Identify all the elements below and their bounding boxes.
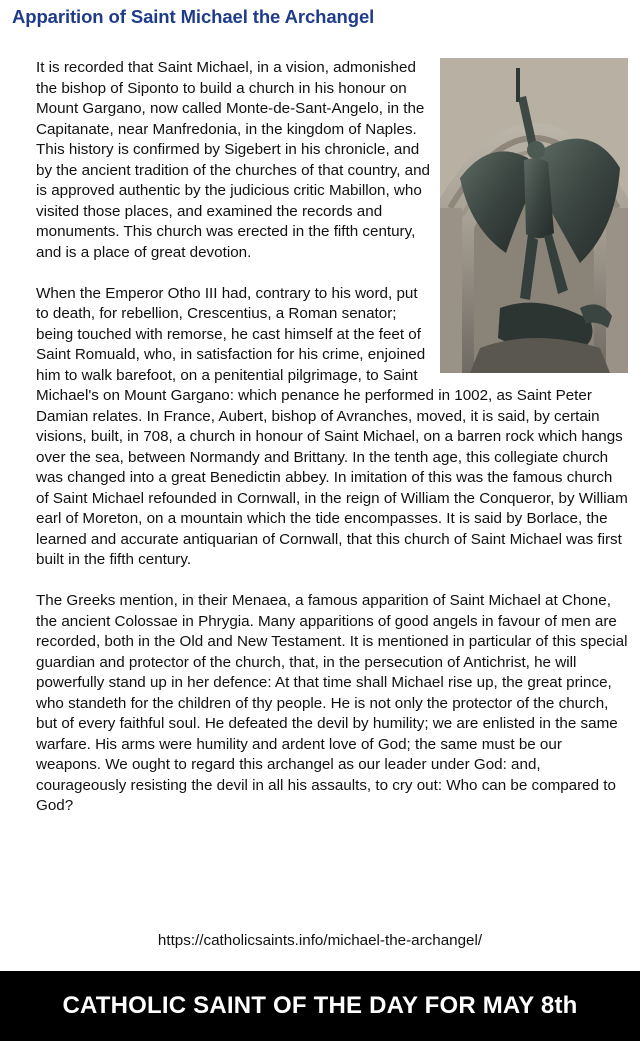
paragraph-2: When the Emperor Otho III had, contrary to his word, put to death, for rebellion, Crescentius, a Roman senator; being touched with remorse, he cast himself at the feet of Saint Romuald, who, in satisfaction for his crime, enjoined him to walk barefoot, on a penitential pilgrimage, to Saint Michael's on Mount Gargano: which penance he performed in 1002, as Saint Peter Damian relates. In France, Aubert, bishop of Avranches, moved, it is said, by certain visions, built, in 708, a church in honour of Saint Michael, on a barren rock which hangs over the sea, between Normandy and Brittany. In the tenth age, this collegiate church was changed into a great Benedictin abbey. In imitation of this was the famous church of Saint Michael refounded in Cornwall, in the reign of William the Conqueror, by William earl of Moreton, on a mountain which the tide encompasses. It is said by Borlace, the learned and accurate antiquarian of Cornwall, that this church of Saint Michael was first built in the fifth century. <box>36 284 628 568</box>
paragraph-3: The Greeks mention, in their Menaea, a famous apparition of Saint Michael at Chone, the ancient Colossae in Phrygia. Many apparitions of good angels in favour of men are recorded, both in the Old and New Testament. It is mentioned in particular of this special guardian and protector of the church, that, in the persecution of Antichrist, he will powerfully stand up in her defence: At that time shall Michael rise up, the great prince, who standeth for the children of thy people. He is not only the protector of the church, but of every faithful soul. He defeated the devil by humility; we are enlisted in the same warfare. His arms were humility and ardent love of God; the same must be our weapons. We ought to regard this archangel as our leader under God: and, courageously resisting the devil in all his assaults, to cry out: Who can be compared to God? <box>36 592 628 814</box>
paragraph-1: It is recorded that Saint Michael, in a vision, admonished the bishop of Siponto to build a church in his honour on Mount Gargano, now called Monte-de-Sant-Angelo, in the Capitanate, near Manfredonia, in the kingdom of Naples. This history is confirmed by Sigebert in his chronicle, and by the ancient tradition of the churches of that country, and is approved authentic by the judicious critic Mabillon, who visited those places, and examined the records and monuments. This church was erected in the fifth century, and is a place of great devotion. <box>36 59 430 261</box>
saint-michael-statue-image <box>440 58 628 373</box>
source-link[interactable]: https://catholicsaints.info/michael-the-archangel/ <box>157 932 483 949</box>
footer-banner: CATHOLIC SAINT OF THE DAY FOR MAY 8th <box>0 971 640 1041</box>
page-title: Apparition of Saint Michael the Archangel <box>12 6 375 27</box>
article-body <box>36 58 628 837</box>
